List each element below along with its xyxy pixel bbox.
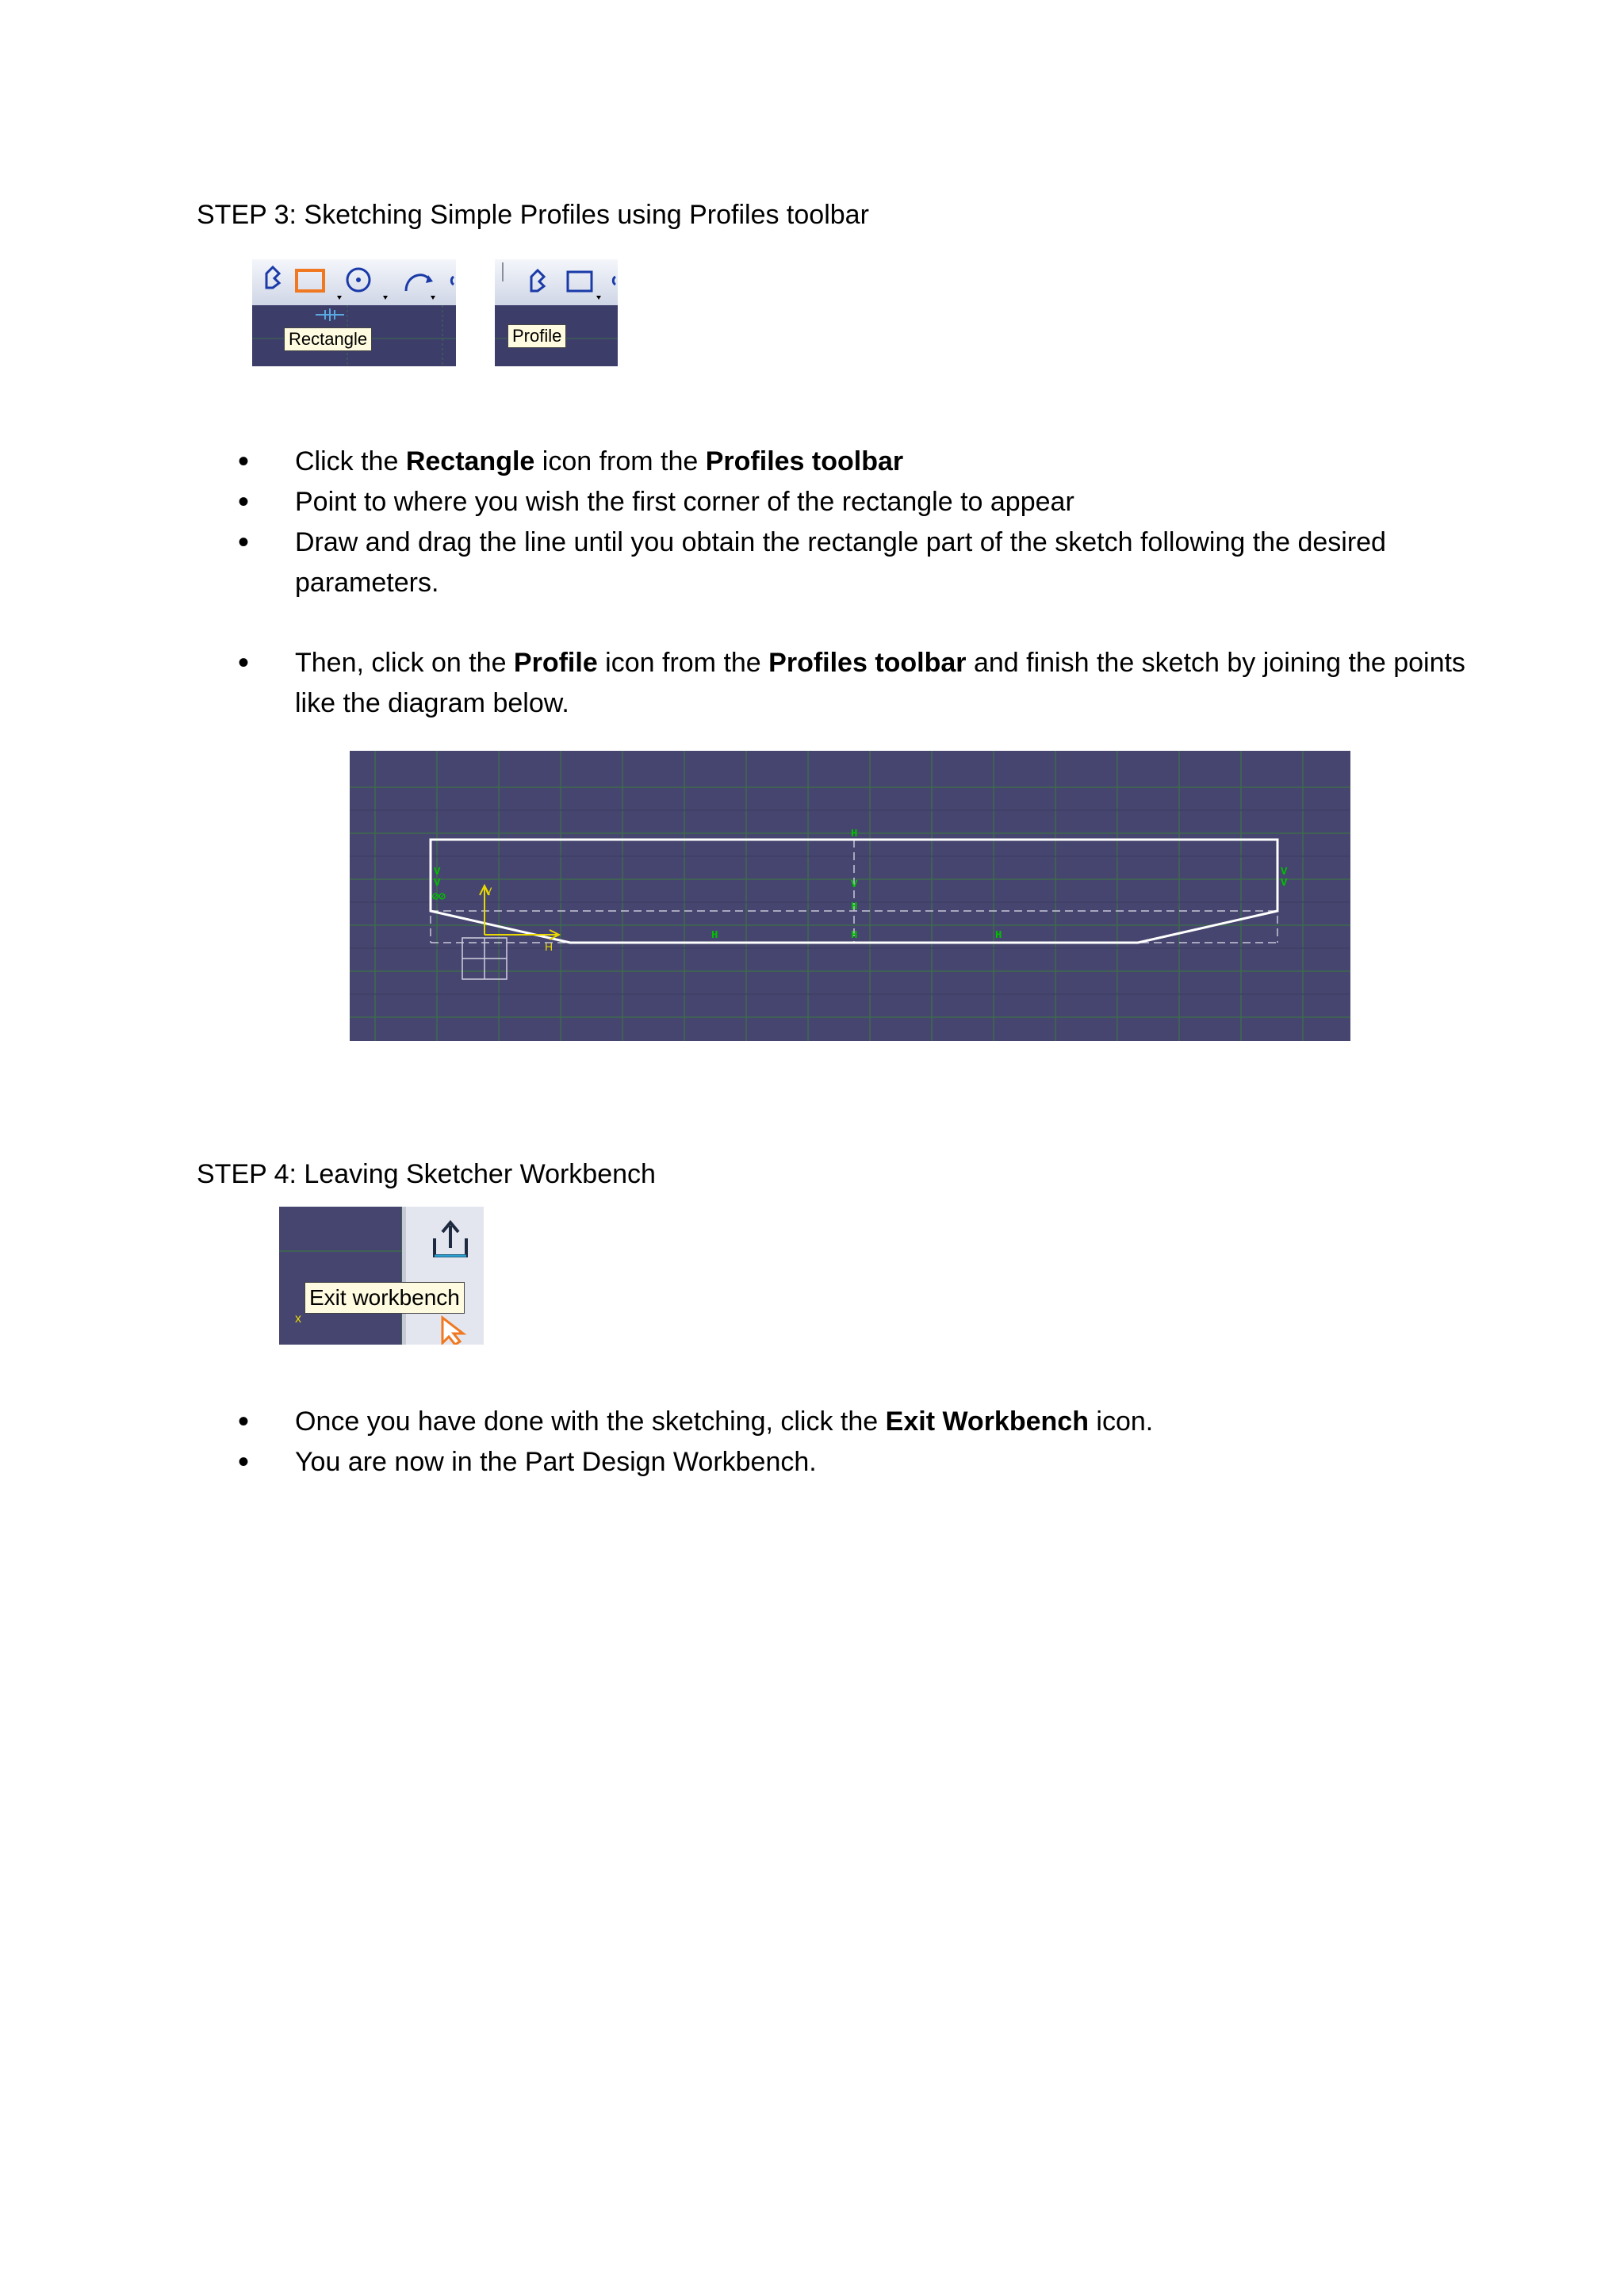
- list-item: • Draw and drag the line until you obtain the rectangle part of the sketch following the desired parameters.: [238, 522, 1475, 603]
- profile-toolbar-graphic: [495, 259, 618, 366]
- sketch-diagram: [350, 751, 1350, 1041]
- v-axis-label: V: [485, 885, 492, 897]
- list-item: • Once you have done with the sketching, click the Exit Workbench icon.: [238, 1402, 1475, 1442]
- list-item: • Click the Rectangle icon from the Profiles toolbar: [238, 442, 1475, 482]
- svg-text:H: H: [851, 901, 858, 913]
- list-item: • Point to where you wish the first corner of the rectangle to appear: [238, 482, 1475, 522]
- svg-text:V: V: [1281, 866, 1288, 878]
- svg-text:H: H: [711, 929, 718, 942]
- list-item: • Then, click on the Profile icon from the Profiles toolbar and finish the sketch by joining the points like the diagram below.: [238, 643, 1475, 724]
- exit-workbench-screenshot: [279, 1207, 484, 1345]
- svg-text:⊘⊘: ⊘⊘: [432, 891, 446, 904]
- exit-workbench-tooltip: Exit workbench: [304, 1282, 465, 1314]
- svg-text:H: H: [851, 929, 858, 942]
- profile-tooltip: Profile: [508, 324, 566, 348]
- step3-instructions-list: [238, 442, 1475, 603]
- sketch-canvas-screenshot: [350, 751, 1350, 1041]
- svg-text:H: H: [851, 828, 858, 840]
- svg-text:V: V: [434, 866, 441, 878]
- step4-instructions-list: [238, 1402, 1475, 1483]
- step3-heading: STEP 3: Sketching Simple Profiles using Profiles toolbar: [197, 200, 869, 230]
- svg-text:V: V: [434, 877, 441, 890]
- rectangle-toolbar-screenshot: [252, 259, 456, 366]
- rectangle-tooltip: Rectangle: [284, 327, 372, 351]
- svg-text:x: x: [295, 1312, 301, 1326]
- profile-toolbar-screenshot: [495, 259, 618, 366]
- svg-text:V: V: [1281, 877, 1288, 890]
- step3-profile-instruction: [238, 643, 1475, 724]
- svg-text:V: V: [851, 878, 858, 891]
- list-item: • You are now in the Part Design Workbench.: [238, 1442, 1475, 1483]
- h-axis-label: H: [545, 940, 553, 953]
- svg-text:H: H: [995, 929, 1002, 942]
- step4-heading: STEP 4: Leaving Sketcher Workbench: [197, 1159, 656, 1189]
- exit-workbench-graphic: [279, 1207, 484, 1345]
